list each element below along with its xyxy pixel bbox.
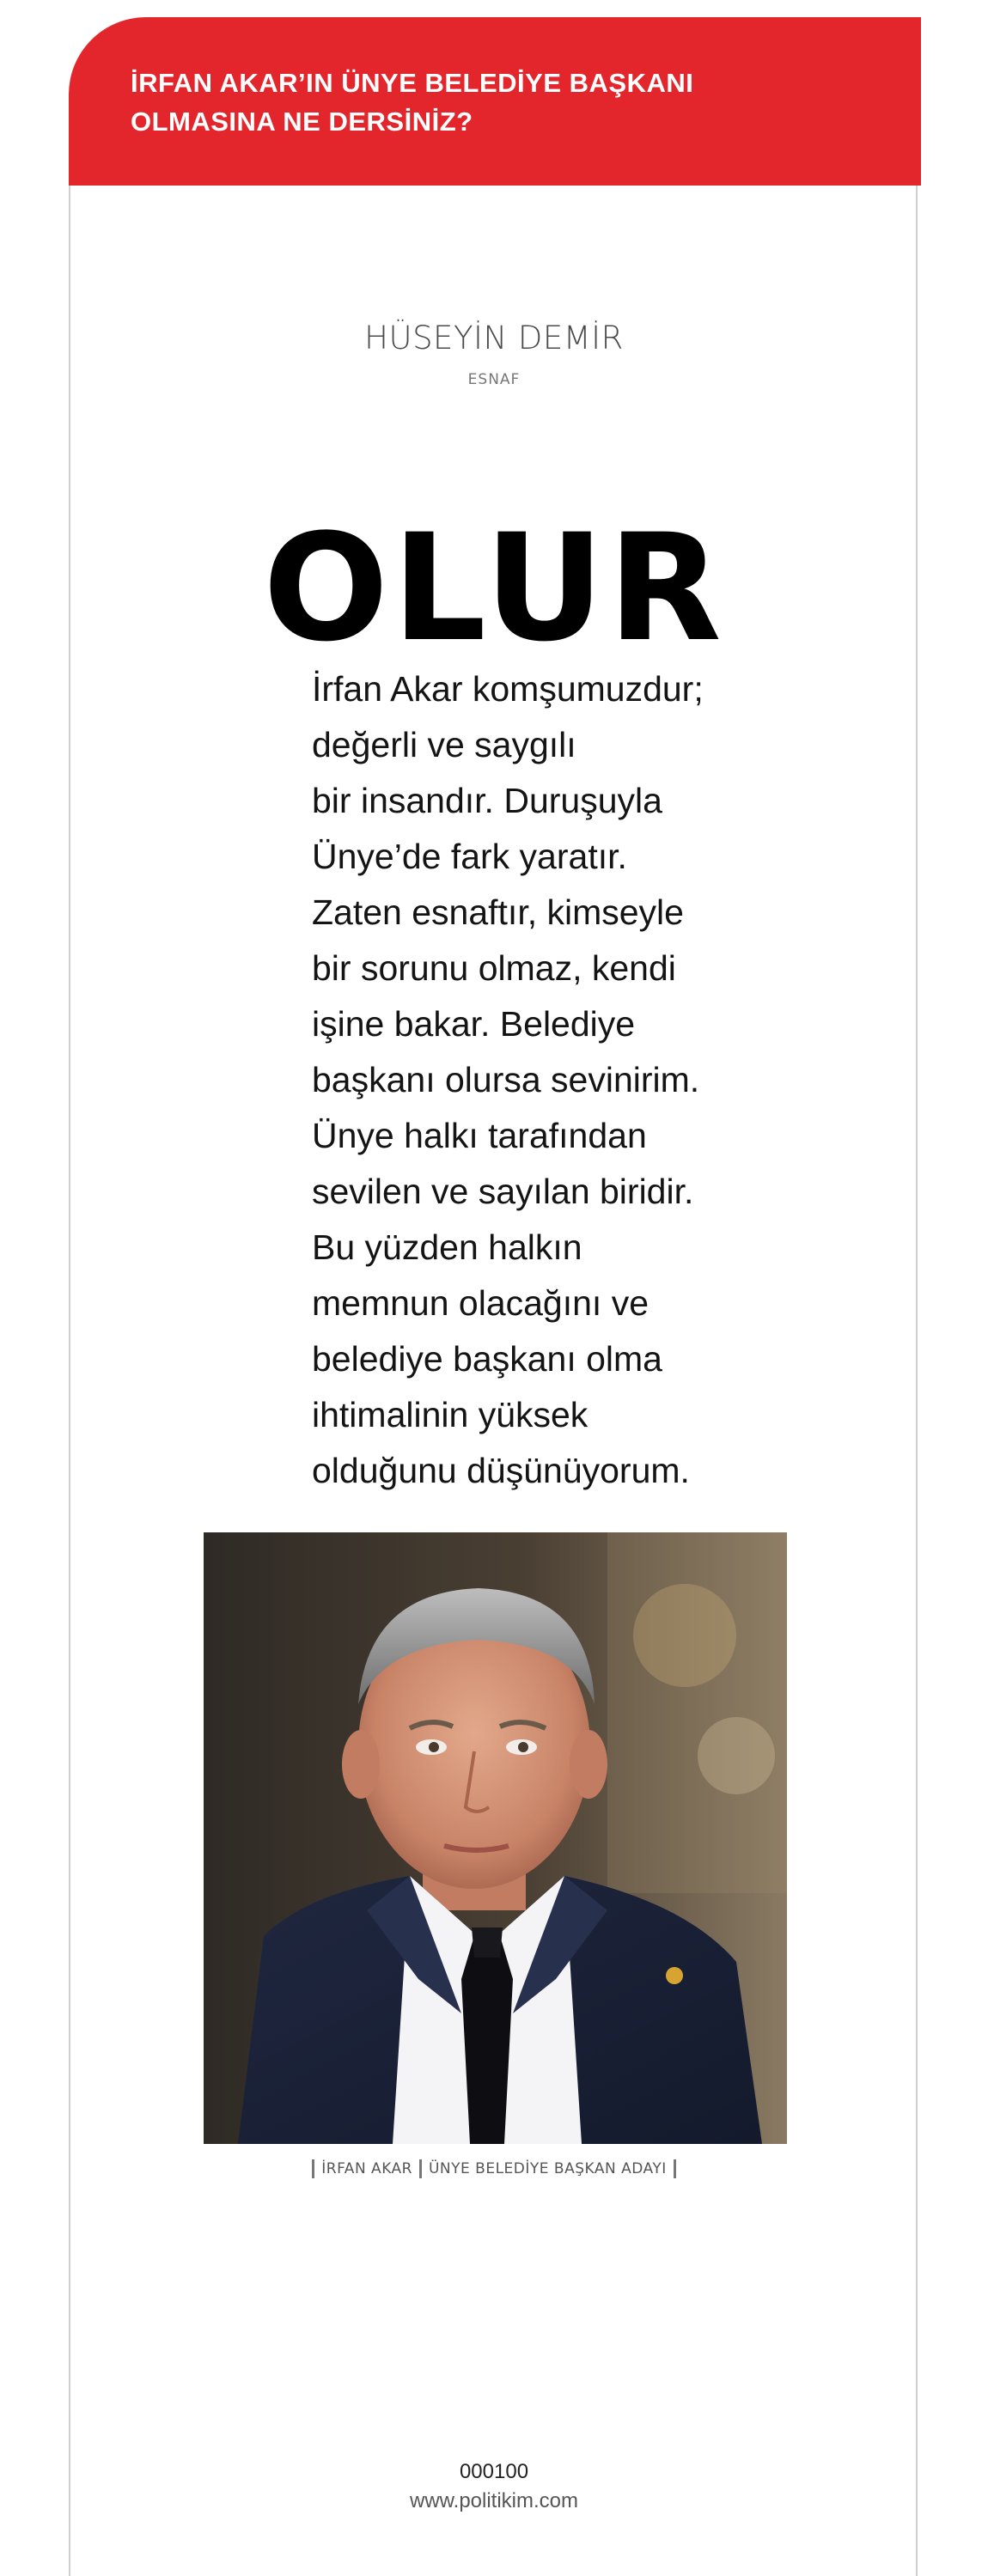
author-name: HÜSEYİN DEMİR xyxy=(364,320,624,356)
quote-line: memnun olacağını ve xyxy=(312,1283,650,1323)
quote-line: başkanı olursa sevinirim. xyxy=(312,1060,700,1099)
caption-divider xyxy=(674,2159,676,2178)
author-role: ESNAF xyxy=(467,371,521,388)
caption-name: İRFAN AKAR xyxy=(321,2160,412,2177)
quote-line: İrfan Akar komşumuzdur; xyxy=(312,669,704,709)
document-code: 000100 xyxy=(459,2460,529,2483)
caption-divider xyxy=(312,2159,314,2178)
answer-headline: OLUR xyxy=(263,502,725,674)
quote-line: bir insandır. Duruşuyla xyxy=(312,781,662,820)
quote-line: belediye başkanı olma xyxy=(312,1339,662,1379)
photo-caption xyxy=(0,2159,988,2178)
quote-line: ihtimalinin yüksek xyxy=(312,1395,589,1434)
website-link[interactable]: www.politikim.com xyxy=(409,2489,579,2512)
quote-line: değerli ve saygılı xyxy=(312,725,576,764)
quote-line: bir sorunu olmaz, kendi xyxy=(312,948,676,988)
quote-line: sevilen ve sayılan biridir. xyxy=(312,1172,694,1211)
quote-line: Ünye halkı tarafından xyxy=(312,1116,647,1155)
caption-title: ÜNYE BELEDİYE BAŞKAN ADAYI xyxy=(428,2160,667,2177)
quote-line: Bu yüzden halkın xyxy=(312,1227,582,1267)
question-header xyxy=(69,17,921,186)
quote-line: Ünye’de fark yaratır. xyxy=(312,837,627,876)
caption-divider xyxy=(419,2159,422,2178)
quote-line: Zaten esnaftır, kimseyle xyxy=(312,892,684,932)
quote-line: olduğunu düşünüyorum. xyxy=(312,1451,690,1490)
portrait-photo xyxy=(204,1532,787,2144)
question-title: İRFAN AKAR’IN ÜNYE BELEDİYE BAŞKANI OLMASINA NE DERSİNİZ? xyxy=(131,68,694,137)
quote-line: işine bakar. Belediye xyxy=(312,1004,636,1044)
quote-text xyxy=(312,661,759,1499)
